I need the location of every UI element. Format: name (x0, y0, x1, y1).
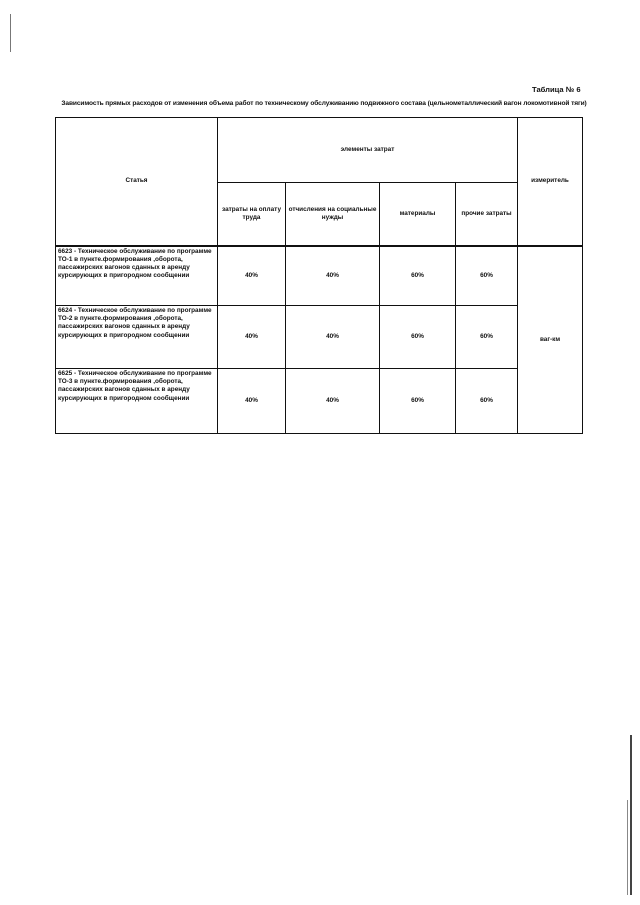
value-cell: 40% (218, 246, 286, 306)
value-cell: 40% (218, 369, 286, 434)
header-cost-elements: элементы затрат (218, 118, 518, 183)
value-cell: 60% (456, 369, 518, 434)
header-article: Статья (56, 118, 218, 246)
article-cell: 6623 - Техническое обслуживание по программе ТО-1 в пункте.формирования ,оборота, пассажирских вагонов сданных в аренду курсирующих в пригородном сообщении (56, 246, 218, 306)
value-cell: 40% (286, 306, 380, 369)
header-labor-costs: затраты на оплату труда (218, 183, 286, 246)
value-cell: 60% (380, 306, 456, 369)
table-row (56, 369, 583, 434)
article-cell: 6625 - Техническое обслуживание по программе ТО-3 в пункте.формирования ,оборота, пассажирских вагонов сданных в аренду курсирующих в пригородном сообщении (56, 369, 218, 434)
value-cell: 40% (286, 369, 380, 434)
header-social-contributions: отчисления на социальные нужды (286, 183, 380, 246)
article-cell: 6624 - Техническое обслуживание по программе ТО-2 в пункте.формирования ,оборота, пассажирских вагонов сданных в аренду курсирующих в пригородном сообщении (56, 306, 218, 369)
header-materials: материалы (380, 183, 456, 246)
scan-edge-mark (10, 14, 11, 52)
table-row (56, 246, 583, 306)
value-cell: 40% (286, 246, 380, 306)
scan-edge-mark (627, 800, 628, 895)
table-number: Таблица № 6 (532, 85, 581, 94)
value-cell: 60% (456, 246, 518, 306)
value-cell: 60% (456, 306, 518, 369)
header-meter: измеритель (518, 118, 583, 246)
table-row (56, 306, 583, 369)
header-other-costs: прочие затраты (456, 183, 518, 246)
value-cell: 60% (380, 246, 456, 306)
value-cell: 40% (218, 306, 286, 369)
value-cell: 60% (380, 369, 456, 434)
table-caption: Зависимость прямых расходов от изменения объема работ по техническому обслуживанию подвижного состава (цельнометаллический вагон локомотивной тяги) (61, 100, 587, 107)
meter-cell: ваг-км (518, 246, 583, 434)
cost-table (55, 117, 583, 434)
scan-edge-mark (630, 735, 632, 895)
